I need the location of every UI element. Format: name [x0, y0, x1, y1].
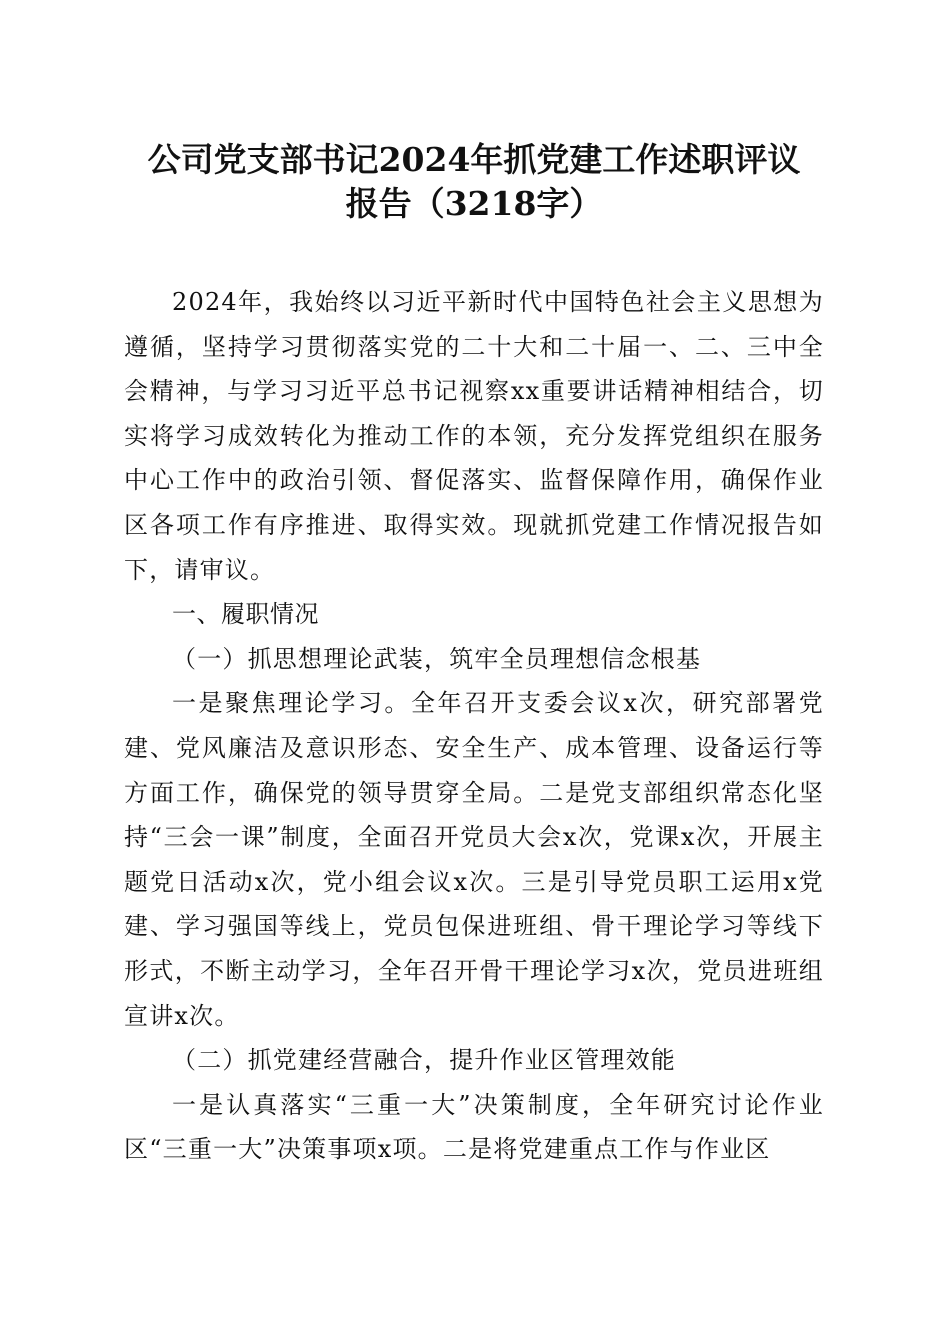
subsection-heading-2: （二）抓党建经营融合，提升作业区管理效能: [172, 1046, 676, 1075]
document-body: [124, 280, 824, 1172]
subsection-body-2: 一是认真落实“三重一大”决策制度，全年研究讨论作业区“三重一大”决策事项x项。二是将党建重点工作与作业区: [124, 1090, 824, 1164]
intro-paragraph: 2024年，我始终以习近平新时代中国特色社会主义思想为遵循，坚持学习贯彻落实党的二十大和二十届一、二、三中全会精神，与学习习近平总书记视察xx重要讲话精神相结合，切实将学习成效转化为推动工作的本领，充分发挥党组织在服务中心工作中的政治引领、督促落实、监督保障作用，确保作业区各项工作有序推进、取得实效。现就抓党建工作情况报告如下，请审议。: [124, 288, 824, 584]
title-line-1: 公司党支部书记2024年抓党建工作述职评议: [147, 140, 801, 179]
document-title: [124, 138, 824, 226]
subsection-body-1: 一是聚焦理论学习。全年召开支委会议x次，研究部署党建、党风廉洁及意识形态、安全生产、成本管理、设备运行等方面工作，确保党的领导贯穿全局。二是党支部组织常态化坚持“三会一课”制度，全面召开党员大会x次，党课x次，开展主题党日活动x次，党小组会议x次。三是引导党员职工运用x党建、学习强国等线上，党员包保进班组、骨干理论学习等线下形式，不断主动学习，全年召开骨干理论学习x次，党员进班组宣讲x次。: [124, 689, 824, 1030]
title-line-2: 报告（3218字）: [345, 184, 603, 223]
section-heading-1: 一、履职情况: [172, 600, 319, 629]
subsection-heading-1: （一）抓思想理论武装，筑牢全员理想信念根基: [172, 644, 702, 673]
